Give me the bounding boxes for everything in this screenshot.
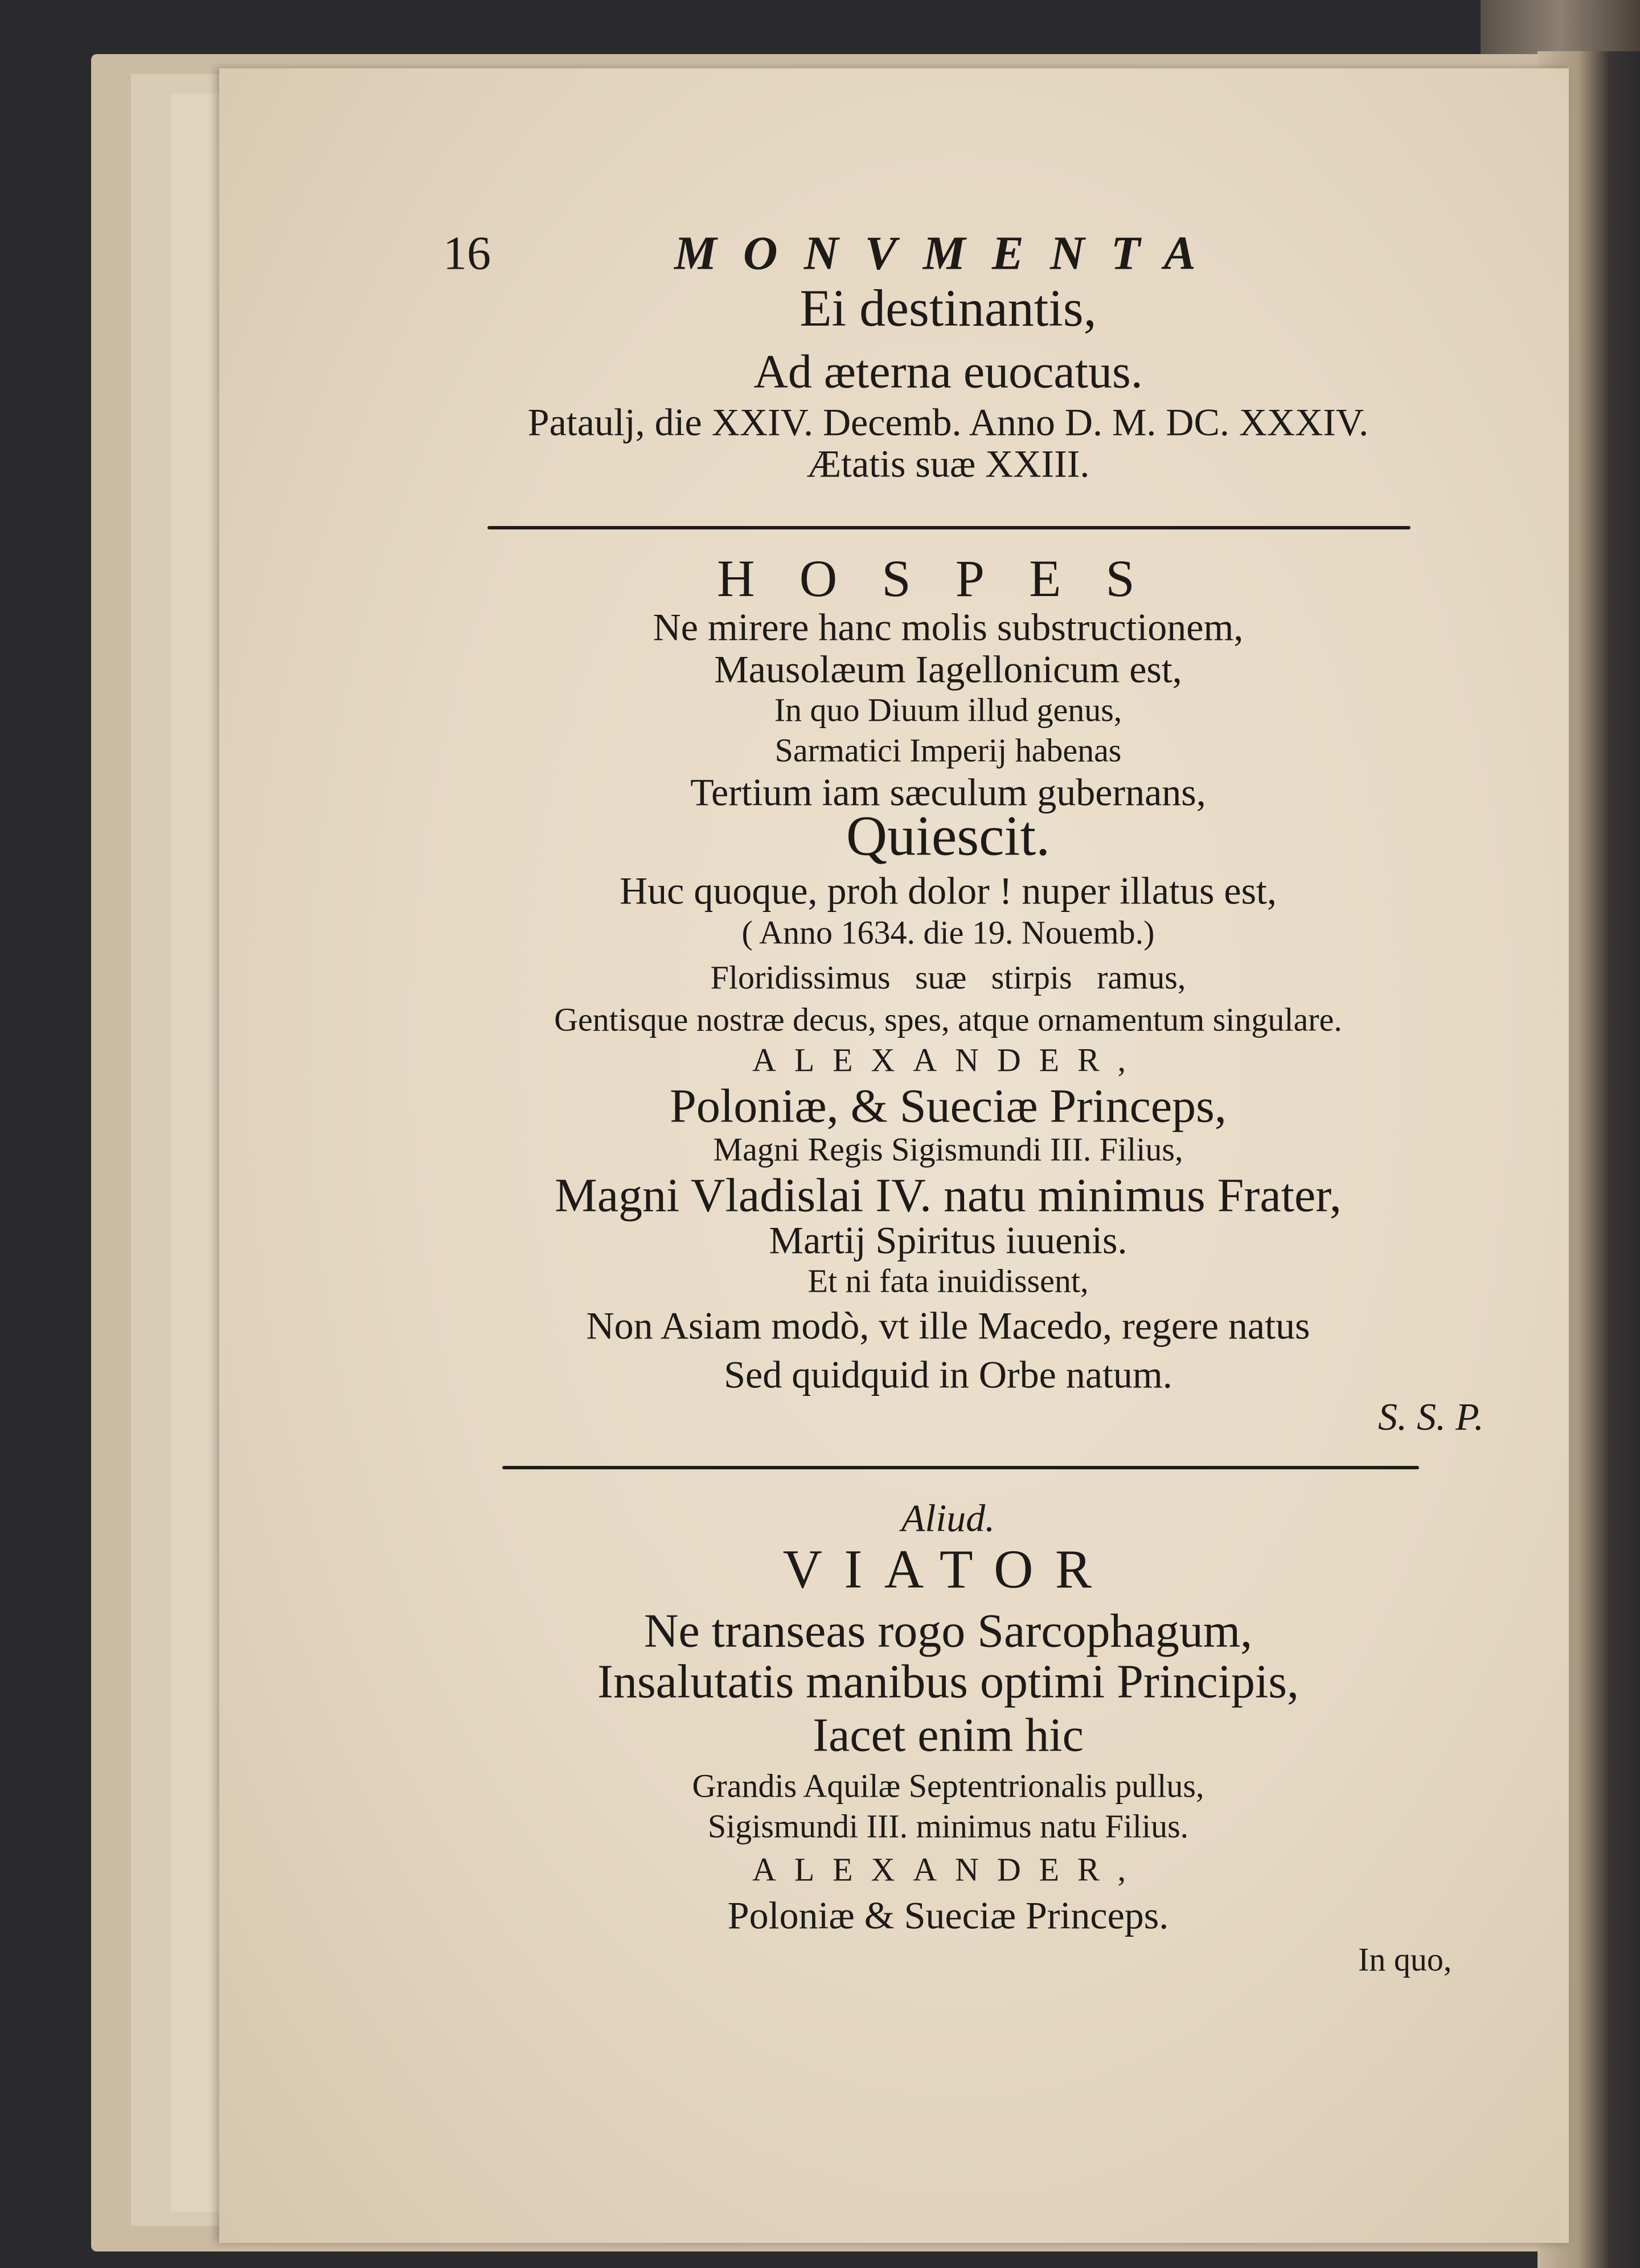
epitaph-line: Sarmatici Imperij habenas: [774, 732, 1122, 769]
divider-rule: [502, 1466, 1419, 1469]
header-line: Ad æterna euocatus.: [753, 345, 1143, 398]
epitaph-line: Magni Regis Sigismundi III. Filius,: [713, 1131, 1183, 1168]
epitaph-line: Grandis Aquilæ Septentrionalis pullus,: [692, 1767, 1204, 1805]
catchword: In quo,: [1358, 1941, 1452, 1978]
epitaph-line: Gentisque nostræ decus, spes, atque ornamentum singulare.: [554, 1001, 1342, 1038]
signature: S. S. P.: [1378, 1395, 1484, 1439]
epitaph-line: Martij Spiritus iuuenis.: [769, 1218, 1128, 1262]
epitaph-line: Huc quoque, proh dolor ! nuper illatus est,: [620, 869, 1277, 913]
epitaph-line: Ne transeas rogo Sarcophagum,: [643, 1604, 1253, 1658]
page-number: 16: [443, 227, 491, 280]
epitaph-line: Sed quidquid in Orbe natum.: [724, 1353, 1172, 1396]
epitaph-line: Poloniæ, & Sueciæ Princeps,: [670, 1079, 1227, 1133]
epitaph-line: Ne mirere hanc molis substructionem,: [653, 605, 1244, 649]
epitaph-line: Sigismundi III. minimus natu Filius.: [707, 1807, 1189, 1845]
epitaph-line: Poloniæ & Sueciæ Princeps.: [727, 1893, 1169, 1937]
epitaph-line: ( Anno 1634. die 19. Nouemb.): [741, 914, 1155, 951]
epitaph-line: Tertium iam sæculum gubernans,: [690, 770, 1206, 814]
epitaph-line: In quo Diuum illud genus,: [774, 691, 1122, 729]
epitaph-line: Quiescit.: [846, 804, 1051, 868]
section-title-viator: VIATOR: [782, 1538, 1114, 1600]
epitaph-line: Floridissimus suæ stirpis ramus,: [710, 959, 1186, 996]
header-line: Ætatis suæ XXIII.: [806, 442, 1090, 486]
epitaph-line: Insalutatis manibus optimi Principis,: [597, 1655, 1299, 1708]
divider-rule: [487, 526, 1411, 529]
epitaph-line: ALEXANDER,: [752, 1851, 1144, 1888]
header-line: Ei destinantis,: [800, 279, 1097, 337]
epitaph-line: Non Asiam modò, vt ille Macedo, regere natus: [586, 1304, 1310, 1347]
epitaph-line: Magni Vladislai IV. natu minimus Frater,: [555, 1169, 1342, 1222]
epitaph-line: ALEXANDER,: [752, 1041, 1144, 1079]
running-head: MONVMENTA: [674, 227, 1222, 280]
header-line: Pataulj, die XXIV. Decemb. Anno D. M. DC. XXXIV.: [527, 400, 1369, 444]
epitaph-line: Iacet enim hic: [813, 1708, 1084, 1762]
section-title-hospes: HOSPES: [717, 549, 1179, 607]
epitaph-line: Mausolæum Iagellonicum est,: [714, 647, 1182, 691]
epitaph-line: Et ni fata inuidissent,: [807, 1262, 1089, 1300]
aliud-label: Aliud.: [901, 1496, 995, 1540]
